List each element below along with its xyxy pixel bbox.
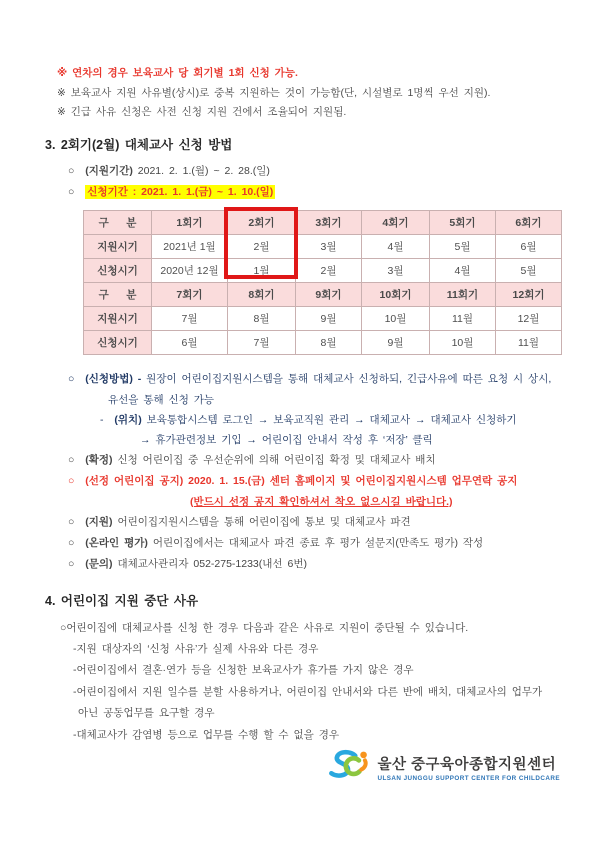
row-label-cell: 신청시기	[84, 330, 152, 354]
table-cell: 2월	[228, 234, 296, 258]
method-line: → 휴가관련정보 기입 → 어린이집 안내서 작성 후 ‘저장’ 클릭	[140, 433, 433, 446]
table-row	[84, 330, 562, 354]
table-cell: 5월	[430, 234, 496, 258]
table-cell: 2020년 12월	[152, 258, 228, 282]
table-cell: 1월	[228, 258, 296, 282]
table-header-cell: 1회기	[152, 210, 228, 234]
method-text: 어린이집에서는 대체교사 파견 종료 후 평가 설문지(만족도 평가) 작성	[152, 536, 484, 549]
table-header-cell: 7회기	[152, 282, 228, 306]
table-row	[84, 234, 562, 258]
method-text: 보육통합시스템 로그인 → 보육교직원 관리 → 대체교사 → 대체교사 신청하기	[146, 413, 517, 426]
table-header-cell: 6회기	[496, 210, 562, 234]
table-header-cell: 구 분	[84, 282, 152, 306]
table-header-cell: 9회기	[296, 282, 362, 306]
method-line	[100, 410, 560, 430]
method-block	[45, 369, 560, 575]
method-text: 원장이 어린이집지원시스템을 통해 대체교사 신청하되, 긴급사유에 따른 요청 시 상시,	[146, 372, 552, 385]
table-header-cell: 구 분	[84, 210, 152, 234]
table-header-cell: 2회기	[228, 210, 296, 234]
center-name-korean: 울산 중구육아종합지원센터	[377, 757, 557, 773]
reason-item: -지원 대상자의 ‘신청 사유’가 실제 사유와 다른 경우	[73, 642, 319, 655]
table-row	[84, 210, 562, 234]
dash-bullet-icon: -	[100, 413, 104, 426]
table-header-cell: 12회기	[496, 282, 562, 306]
table-cell: 2월	[296, 258, 362, 282]
section4-title: 4. 어린이집 지원 중단 사유	[45, 593, 199, 608]
table-cell: 3월	[362, 258, 430, 282]
center-logo-icon	[324, 748, 370, 787]
method-text: 신청 어린이집 중 우선순위에 의해 어린이집 확정 및 대체교사 배치	[117, 453, 436, 466]
notice-line-2: ※ 보육교사 지원 사유별(상시)로 중복 지원하는 것이 가능함(단, 시설별로 1명씩 우선 지원).	[57, 86, 491, 99]
method-label: (지원)	[85, 515, 113, 528]
table-cell: 5월	[496, 258, 562, 282]
method-label: (확정)	[85, 453, 113, 466]
circle-bullet-icon: ○	[68, 164, 75, 177]
row-label-cell: 지원시기	[84, 234, 152, 258]
circle-bullet-icon: ○	[68, 515, 75, 528]
table-cell: 2021년 1월	[152, 234, 228, 258]
support-period-label: (지원기간)	[85, 164, 133, 177]
table-header-cell: 5회기	[430, 210, 496, 234]
notice-warning-line: (반드시 선정 공지 확인하셔서 착오 없으시길 바랍니다.)	[190, 495, 453, 508]
table-header-cell: 8회기	[228, 282, 296, 306]
apply-period-line	[68, 182, 560, 203]
support-period-value: 2021. 2. 1.(월) ~ 2. 28.(일)	[137, 164, 270, 177]
schedule-table	[83, 210, 561, 355]
method-text: 2020. 1. 15.(금) 센터 홈페이지 및 어린이집지원시스템 업무연락 공지	[188, 474, 518, 487]
circle-bullet-icon: ○	[68, 185, 75, 198]
method-line	[68, 533, 560, 554]
reason-item: -어린이집에서 지원 일수를 분할 사용하거나, 어린이집 안내서와 다른 반에 배치, 대체교사의 업무가	[73, 685, 543, 698]
method-line	[68, 512, 560, 533]
table-cell: 3월	[296, 234, 362, 258]
method-label: (문의)	[85, 557, 113, 570]
row-label-cell: 지원시기	[84, 306, 152, 330]
table-header-cell: 11회기	[430, 282, 496, 306]
table-cell: 7월	[228, 330, 296, 354]
table-cell: 9월	[296, 306, 362, 330]
table-cell: 12월	[496, 306, 562, 330]
table-header-cell: 3회기	[296, 210, 362, 234]
table-header-cell: 4회기	[362, 210, 430, 234]
method-text: 어린이집지원시스템을 통해 어린이집에 통보 및 대체교사 파견	[117, 515, 411, 528]
support-period-line	[68, 161, 560, 182]
section3-title: 3. 2회기(2월) 대체교사 신청 방법	[45, 137, 233, 152]
reason-item: -대체교사가 감염병 등으로 업무를 수행 할 수 없을 경우	[73, 728, 339, 741]
table-cell: 7월	[152, 306, 228, 330]
table-cell: 6월	[152, 330, 228, 354]
table-header-cell: 10회기	[362, 282, 430, 306]
circle-bullet-icon: ○	[68, 474, 75, 487]
method-text: 대체교사관리자 052-275-1233(내선 6번)	[117, 557, 307, 570]
table-cell: 8월	[228, 306, 296, 330]
notice-line-1: ※ 연차의 경우 보육교사 당 회기별 1회 신청 가능.	[57, 67, 298, 79]
section4-intro: ○어린이집에 대체교사를 신청 한 경우 다음과 같은 사유로 지원이 중단될 수 있습니다.	[60, 621, 469, 634]
footer-branding	[324, 748, 560, 787]
method-line	[68, 450, 560, 471]
row-label-cell: 신청시기	[84, 258, 152, 282]
method-label: (온라인 평가)	[85, 536, 148, 549]
table-cell: 10월	[362, 306, 430, 330]
table-row	[84, 258, 562, 282]
method-line	[68, 471, 560, 492]
table-cell: 4월	[430, 258, 496, 282]
method-line	[68, 369, 560, 390]
center-name-english: ULSAN JUNGGU SUPPORT CENTER FOR CHILDCARE	[377, 775, 560, 782]
circle-bullet-icon: ○	[68, 536, 75, 549]
reason-item-continuation: 아닌 공동업무를 요구할 경우	[78, 707, 215, 719]
reason-item: -어린이집에서 결혼·연가 등을 신청한 보육교사가 휴가를 가지 않은 경우	[73, 664, 414, 676]
circle-bullet-icon: ○	[68, 557, 75, 570]
session-schedule	[83, 210, 562, 355]
notice-block	[45, 64, 560, 123]
method-label: (선정 어린이집 공지)	[85, 474, 184, 487]
method-line: 유선을 통해 신청 가능	[108, 393, 215, 406]
table-cell: 11월	[430, 306, 496, 330]
table-row	[84, 282, 562, 306]
table-cell: 4월	[362, 234, 430, 258]
table-cell: 9월	[362, 330, 430, 354]
method-line	[68, 554, 560, 575]
circle-bullet-icon: ○	[68, 453, 75, 466]
table-cell: 10월	[430, 330, 496, 354]
apply-period-highlight: 신청기간 : 2021. 1. 1.(금) ~ 1. 10.(일)	[87, 185, 274, 198]
circle-bullet-icon: ○	[68, 372, 75, 385]
method-label: (위치)	[114, 413, 142, 426]
table-cell: 6월	[496, 234, 562, 258]
method-label: (신청방법) -	[85, 372, 142, 385]
table-cell: 11월	[496, 330, 562, 354]
notice-line-3: ※ 긴급 사유 신청은 사전 신청 지원 건에서 조율되어 지원됨.	[57, 106, 347, 118]
table-cell: 8월	[296, 330, 362, 354]
table-row	[84, 306, 562, 330]
